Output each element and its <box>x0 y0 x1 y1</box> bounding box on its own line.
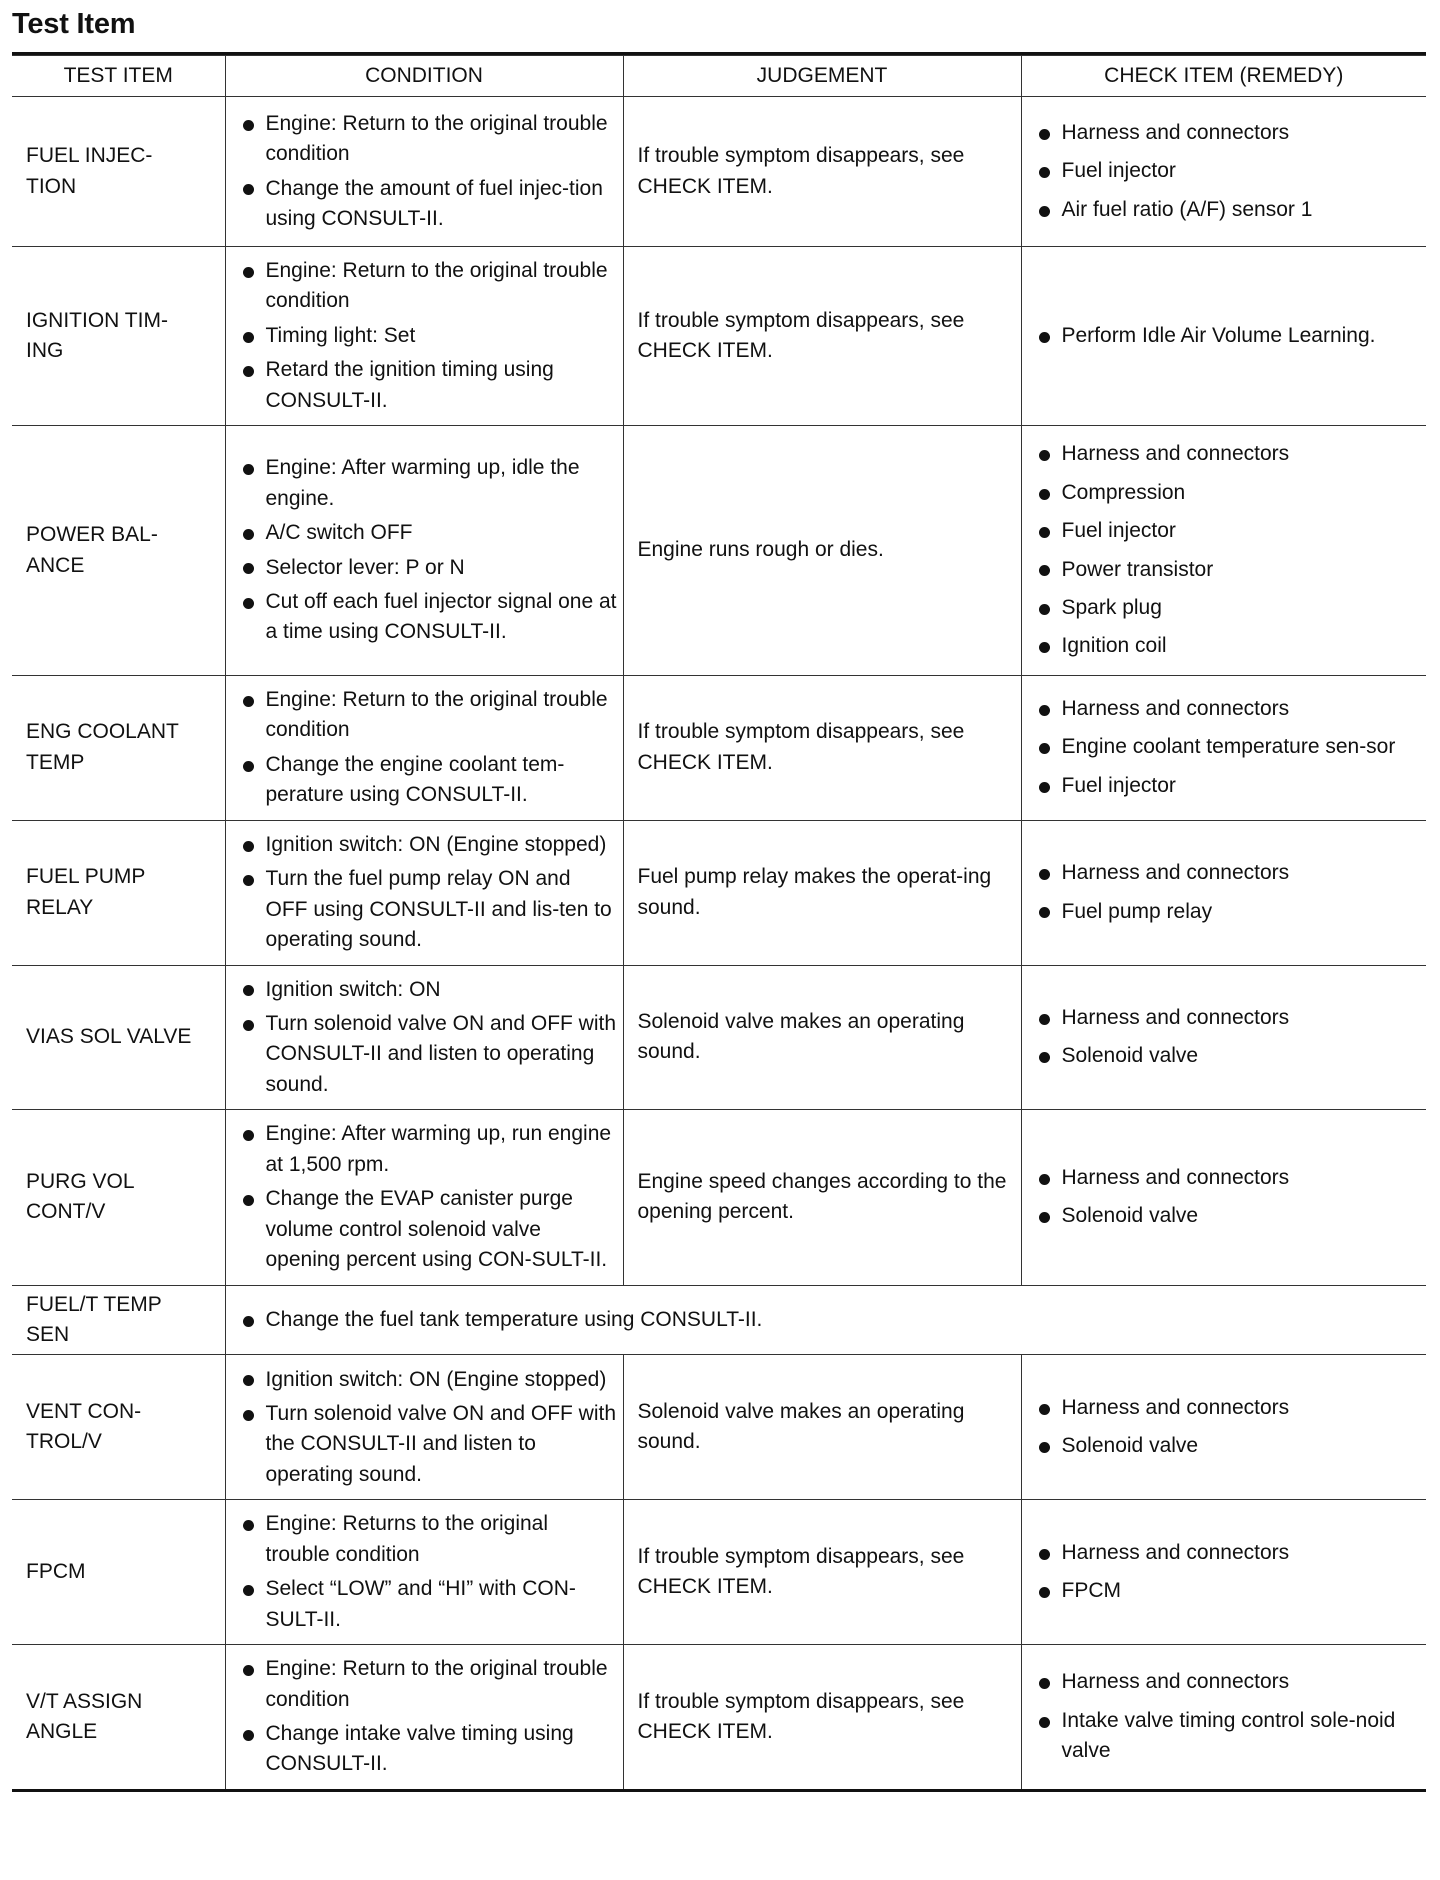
judgement-cell: If trouble symptom disappears, see CHECK ITEM. <box>623 97 1021 247</box>
condition-cell <box>225 247 623 426</box>
condition-item: Turn solenoid valve ON and OFF with CONSULT-II and listen to operating sound. <box>240 1009 617 1100</box>
condition-list <box>240 1365 617 1491</box>
condition-item: Turn solenoid valve ON and OFF with the CONSULT-II and listen to operating sound. <box>240 1399 617 1490</box>
check-item-list <box>1036 1393 1421 1462</box>
condition-item: Engine: Return to the original trouble condition <box>240 256 617 317</box>
judgement-cell: Fuel pump relay makes the operat-ing sound. <box>623 820 1021 965</box>
check-item-cell <box>1021 675 1426 820</box>
condition-cell <box>225 1285 1426 1355</box>
check-item-cell <box>1021 1110 1426 1285</box>
condition-cell <box>225 426 623 676</box>
condition-list <box>240 1119 617 1275</box>
test-item-cell: VIAS SOL VALVE <box>12 965 225 1110</box>
check-item: Perform Idle Air Volume Learning. <box>1036 321 1421 351</box>
table-row <box>12 1285 1426 1355</box>
check-item: Harness and connectors <box>1036 1163 1421 1193</box>
check-item-cell <box>1021 97 1426 247</box>
condition-item: Change the engine coolant tem-perature using CONSULT-II. <box>240 750 617 811</box>
condition-item: Timing light: Set <box>240 321 617 351</box>
condition-cell <box>225 97 623 247</box>
check-item: FPCM <box>1036 1576 1421 1606</box>
judgement-cell: If trouble symptom disappears, see CHECK ITEM. <box>623 247 1021 426</box>
judgement-cell: Engine runs rough or dies. <box>623 426 1021 676</box>
table-row <box>12 1355 1426 1500</box>
judgement-cell: Solenoid valve makes an operating sound. <box>623 965 1021 1110</box>
check-item-list <box>1036 1667 1421 1766</box>
judgement-cell: Engine speed changes according to the opening percent. <box>623 1110 1021 1285</box>
condition-cell <box>225 820 623 965</box>
header-judgement: JUDGEMENT <box>623 56 1021 97</box>
check-item-cell <box>1021 426 1426 676</box>
judgement-cell: If trouble symptom disappears, see CHECK ITEM. <box>623 675 1021 820</box>
condition-item: Engine: After warming up, run engine at 1,500 rpm. <box>240 1119 617 1180</box>
condition-list <box>240 830 617 956</box>
condition-cell <box>225 1645 623 1791</box>
test-item-cell: V/T ASSIGN ANGLE <box>12 1645 225 1791</box>
condition-item: Ignition switch: ON (Engine stopped) <box>240 830 617 860</box>
condition-cell <box>225 1110 623 1285</box>
condition-item: Engine: Return to the original trouble condition <box>240 109 617 170</box>
check-item: Fuel pump relay <box>1036 897 1421 927</box>
check-item-cell <box>1021 1500 1426 1645</box>
condition-list <box>240 1509 617 1635</box>
condition-item: Change the fuel tank temperature using CONSULT-II. <box>240 1305 1421 1335</box>
condition-item: Engine: Return to the original trouble condition <box>240 685 617 746</box>
table-row <box>12 675 1426 820</box>
table-row <box>12 97 1426 247</box>
check-item: Fuel injector <box>1036 516 1421 546</box>
condition-item: Cut off each fuel injector signal one at a time using CONSULT-II. <box>240 587 617 648</box>
condition-list <box>240 685 617 811</box>
condition-cell <box>225 1355 623 1500</box>
condition-item: Change the EVAP canister purge volume control solenoid valve opening percent using CON-SULT-II. <box>240 1184 617 1275</box>
test-item-cell: POWER BAL- ANCE <box>12 426 225 676</box>
check-item: Harness and connectors <box>1036 118 1421 148</box>
check-item-list <box>1036 1163 1421 1232</box>
table-row <box>12 426 1426 676</box>
condition-item: Ignition switch: ON <box>240 975 617 1005</box>
check-item-cell <box>1021 247 1426 426</box>
header-check-item: CHECK ITEM (REMEDY) <box>1021 56 1426 97</box>
check-item: Solenoid valve <box>1036 1041 1421 1071</box>
check-item: Harness and connectors <box>1036 439 1421 469</box>
check-item: Ignition coil <box>1036 631 1421 661</box>
table-row <box>12 820 1426 965</box>
check-item: Compression <box>1036 478 1421 508</box>
test-item-cell: FPCM <box>12 1500 225 1645</box>
page-title: Test Item <box>12 8 136 40</box>
condition-item: Select “LOW” and “HI” with CON-SULT-II. <box>240 1574 617 1635</box>
check-item-list <box>1036 1538 1421 1607</box>
check-item: Harness and connectors <box>1036 1393 1421 1423</box>
check-item: Harness and connectors <box>1036 1003 1421 1033</box>
check-item: Harness and connectors <box>1036 1538 1421 1568</box>
check-item: Engine coolant temperature sen-sor <box>1036 732 1421 762</box>
condition-list <box>240 975 617 1101</box>
test-item-cell: VENT CON- TROL/V <box>12 1355 225 1500</box>
condition-list <box>240 109 617 235</box>
table-row <box>12 1500 1426 1645</box>
condition-item: Turn the fuel pump relay ON and OFF using CONSULT-II and lis-ten to operating sound. <box>240 864 617 955</box>
check-item: Harness and connectors <box>1036 858 1421 888</box>
check-item: Air fuel ratio (A/F) sensor 1 <box>1036 195 1421 225</box>
check-item-cell <box>1021 820 1426 965</box>
check-item-list <box>1036 1003 1421 1072</box>
check-item: Power transistor <box>1036 555 1421 585</box>
check-item: Harness and connectors <box>1036 694 1421 724</box>
check-item-cell <box>1021 1355 1426 1500</box>
table-row <box>12 1110 1426 1285</box>
header-test-item: TEST ITEM <box>12 56 225 97</box>
condition-item: Engine: After warming up, idle the engine. <box>240 453 617 514</box>
check-item-list <box>1036 694 1421 801</box>
condition-item: Engine: Returns to the original trouble condition <box>240 1509 617 1570</box>
check-item: Fuel injector <box>1036 156 1421 186</box>
condition-list <box>240 1305 1421 1335</box>
test-item-cell: FUEL/T TEMP SEN <box>12 1285 225 1355</box>
check-item-cell <box>1021 965 1426 1110</box>
test-item-cell: FUEL PUMP RELAY <box>12 820 225 965</box>
test-item-cell: ENG COOLANT TEMP <box>12 675 225 820</box>
judgement-cell: If trouble symptom disappears, see CHECK ITEM. <box>623 1645 1021 1791</box>
condition-list <box>240 256 617 416</box>
table-row <box>12 965 1426 1110</box>
header-row <box>12 56 1426 97</box>
test-item-cell: FUEL INJEC- TION <box>12 97 225 247</box>
condition-cell <box>225 1500 623 1645</box>
check-item: Solenoid valve <box>1036 1201 1421 1231</box>
check-item-cell <box>1021 1645 1426 1791</box>
condition-item: Retard the ignition timing using CONSULT-II. <box>240 355 617 416</box>
check-item-list <box>1036 858 1421 927</box>
check-item-list <box>1036 118 1421 225</box>
test-item-cell: IGNITION TIM- ING <box>12 247 225 426</box>
header-condition: CONDITION <box>225 56 623 97</box>
check-item: Intake valve timing control sole-noid valve <box>1036 1706 1421 1767</box>
condition-cell <box>225 675 623 820</box>
table-body <box>12 97 1426 1791</box>
check-item-list <box>1036 439 1421 662</box>
condition-list <box>240 1654 617 1780</box>
judgement-cell: Solenoid valve makes an operating sound. <box>623 1355 1021 1500</box>
condition-item: Change the amount of fuel injec-tion using CONSULT-II. <box>240 174 617 235</box>
check-item: Solenoid valve <box>1036 1431 1421 1461</box>
condition-item: Engine: Return to the original trouble condition <box>240 1654 617 1715</box>
condition-item: Change intake valve timing using CONSULT-II. <box>240 1719 617 1780</box>
check-item: Harness and connectors <box>1036 1667 1421 1697</box>
test-item-table <box>12 55 1426 1792</box>
condition-item: Ignition switch: ON (Engine stopped) <box>240 1365 617 1395</box>
table-row <box>12 1645 1426 1791</box>
check-item: Fuel injector <box>1036 771 1421 801</box>
test-item-cell: PURG VOL CONT/V <box>12 1110 225 1285</box>
condition-list <box>240 453 617 648</box>
check-item-list <box>1036 321 1421 351</box>
condition-item: Selector lever: P or N <box>240 553 617 583</box>
table-row <box>12 247 1426 426</box>
condition-item: A/C switch OFF <box>240 518 617 548</box>
check-item: Spark plug <box>1036 593 1421 623</box>
judgement-cell: If trouble symptom disappears, see CHECK ITEM. <box>623 1500 1021 1645</box>
condition-cell <box>225 965 623 1110</box>
